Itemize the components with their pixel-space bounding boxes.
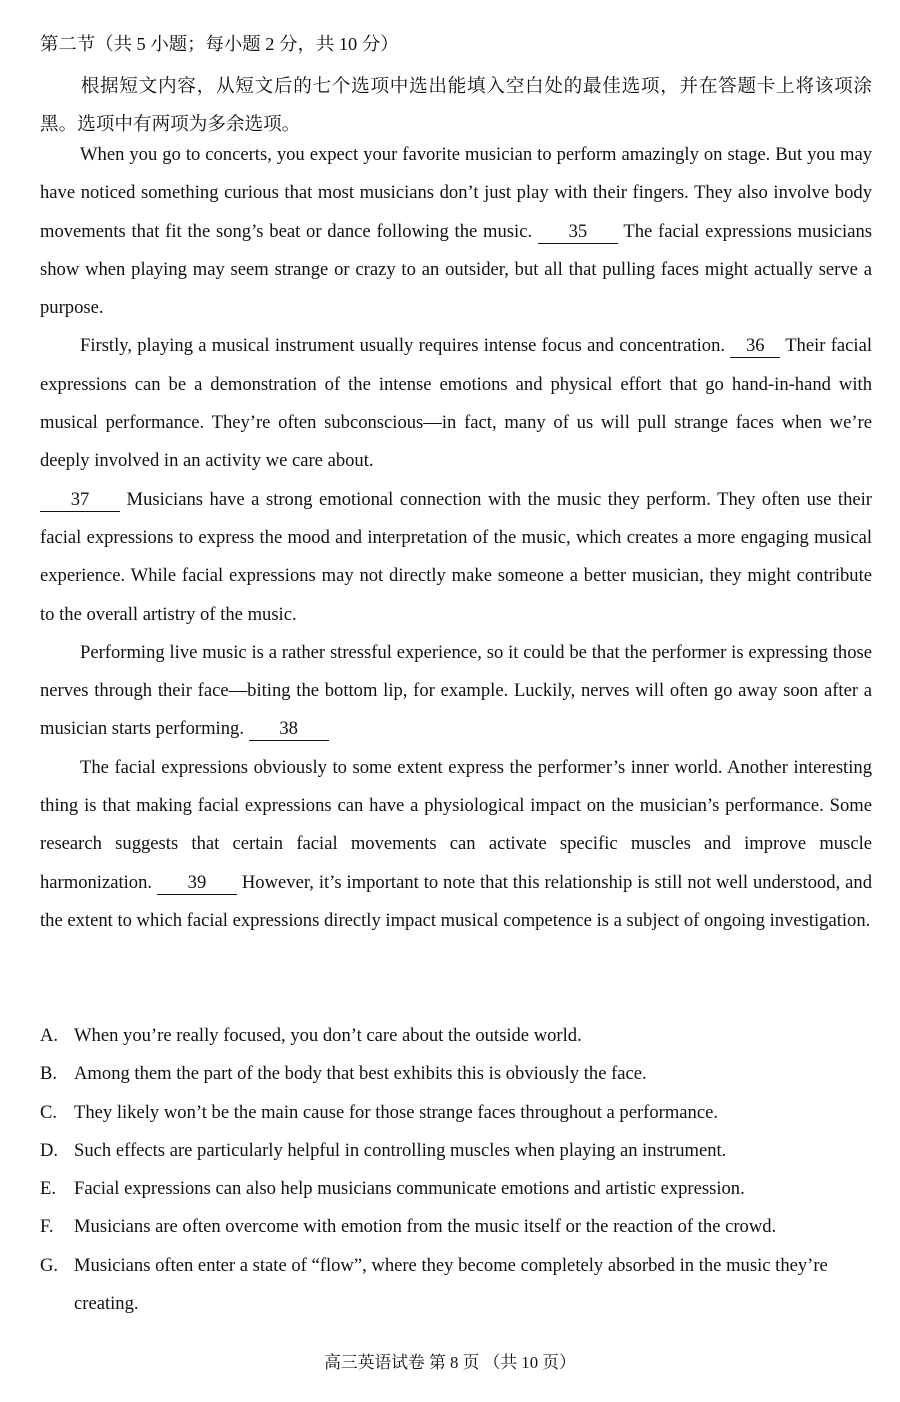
option-text: They likely won’t be the main cause for those strange faces throughout a performance. bbox=[74, 1101, 719, 1123]
option-g bbox=[40, 1247, 872, 1324]
option-b bbox=[40, 1055, 872, 1093]
option-letter: B. bbox=[40, 1063, 58, 1085]
option-letter: A. bbox=[40, 1025, 59, 1046]
paragraph-1 bbox=[40, 136, 872, 327]
instructions bbox=[40, 68, 872, 145]
option-letter: C. bbox=[40, 1101, 58, 1123]
paragraph-3 bbox=[40, 481, 872, 634]
blank-39: 39 bbox=[157, 872, 237, 895]
paragraph-5-text-after: However, it’s important to note that this relationship is still not well understood, and the extent to which facial expressions directly impact musical competence is a subject of ongoing investigation. bbox=[40, 871, 872, 931]
paragraph-1-text-before: When you go to concerts, you expect your favorite musician to perform amazingly on stage. But you may have noticed something curious that most musicians don’t just play with their fingers. They also involve body movements that fit the song’s beat or dance following the music. bbox=[40, 144, 872, 242]
option-text: Facial expressions can also help musicians communicate emotions and artistic expression. bbox=[74, 1178, 745, 1200]
option-letter: D. bbox=[40, 1139, 59, 1161]
blank-38: 38 bbox=[249, 718, 329, 741]
paragraph-5-text-before: The facial expressions obviously to some extent express the performer’s inner world. Another interesting thing is that making facial expressions can have a physiological impact on the musician’s performance. Some research suggests that certain facial movements can activate specific muscles and improve muscle harmonization. bbox=[40, 756, 872, 893]
option-d bbox=[40, 1132, 872, 1170]
blank-35: 35 bbox=[538, 221, 618, 244]
paragraph-2-text-before: Firstly, playing a musical instrument usually requires intense focus and concentration. bbox=[80, 335, 731, 357]
option-e bbox=[40, 1170, 872, 1208]
option-letter: G. bbox=[40, 1254, 59, 1276]
paragraph-2-text-after: Their facial expressions can be a demonstration of the intense emotions and physical effort that go hand-in-hand with musical performance. They’re often subconscious—in fact, many of us will pull strange faces when we’re deeply involved in an activity we care about. bbox=[40, 335, 872, 472]
blank-37: 37 bbox=[40, 489, 120, 512]
option-text: Musicians often enter a state of “flow”, where they become completely absorbed in the music they’re creating. bbox=[74, 1254, 828, 1315]
option-c bbox=[40, 1094, 872, 1132]
option-f bbox=[40, 1208, 872, 1246]
answer-options bbox=[40, 1017, 872, 1323]
option-letter: E. bbox=[40, 1178, 57, 1200]
option-text: Among them the part of the body that best exhibits this is obviously the face. bbox=[74, 1063, 647, 1085]
option-letter: F. bbox=[40, 1216, 54, 1238]
paragraph-2 bbox=[40, 327, 872, 480]
paragraph-4 bbox=[40, 634, 872, 749]
option-text: When you’re really focused, you don’t care about the outside world. bbox=[74, 1025, 582, 1046]
option-a bbox=[40, 1017, 872, 1055]
section-title: 第二节（共 5 小题；每小题 2 分，共 10 分） bbox=[40, 34, 399, 54]
page-footer: 高三英语试卷 第 8 页 （共 10 页） bbox=[324, 1353, 576, 1372]
paragraph-5 bbox=[40, 749, 872, 940]
paragraph-4-text-before: Performing live music is a rather stressful experience, so it could be that the performer is expressing those nerves through their face—biting the bottom lip, for example. Luckily, nerves will often go away soon after a musician starts performing. bbox=[40, 641, 872, 740]
paragraph-3-text-after: Musicians have a strong emotional connection with the music they perform. They often use their facial expressions to express the mood and interpretation of the music, which creates a more engaging musical experience. While facial expressions may not directly make someone a better musician, they might contribute to the overall artistry of the music. bbox=[40, 488, 872, 625]
blank-36: 36 bbox=[730, 335, 780, 358]
option-text: Musicians are often overcome with emotion from the music itself or the reaction of the crowd. bbox=[74, 1216, 777, 1238]
instructions-text: 根据短文内容，从短文后的七个选项中选出能填入空白处的最佳选项，并在答题卡上将该项涂黑。选项中有两项为多余选项。 bbox=[40, 76, 872, 136]
paragraph-1-text-after: The facial expressions musicians show when playing may seem strange or crazy to an outsider, but all that pulling faces might actually serve a purpose. bbox=[40, 220, 873, 319]
reading-passage bbox=[40, 136, 872, 940]
option-text: Such effects are particularly helpful in controlling muscles when playing an instrument. bbox=[74, 1139, 727, 1161]
